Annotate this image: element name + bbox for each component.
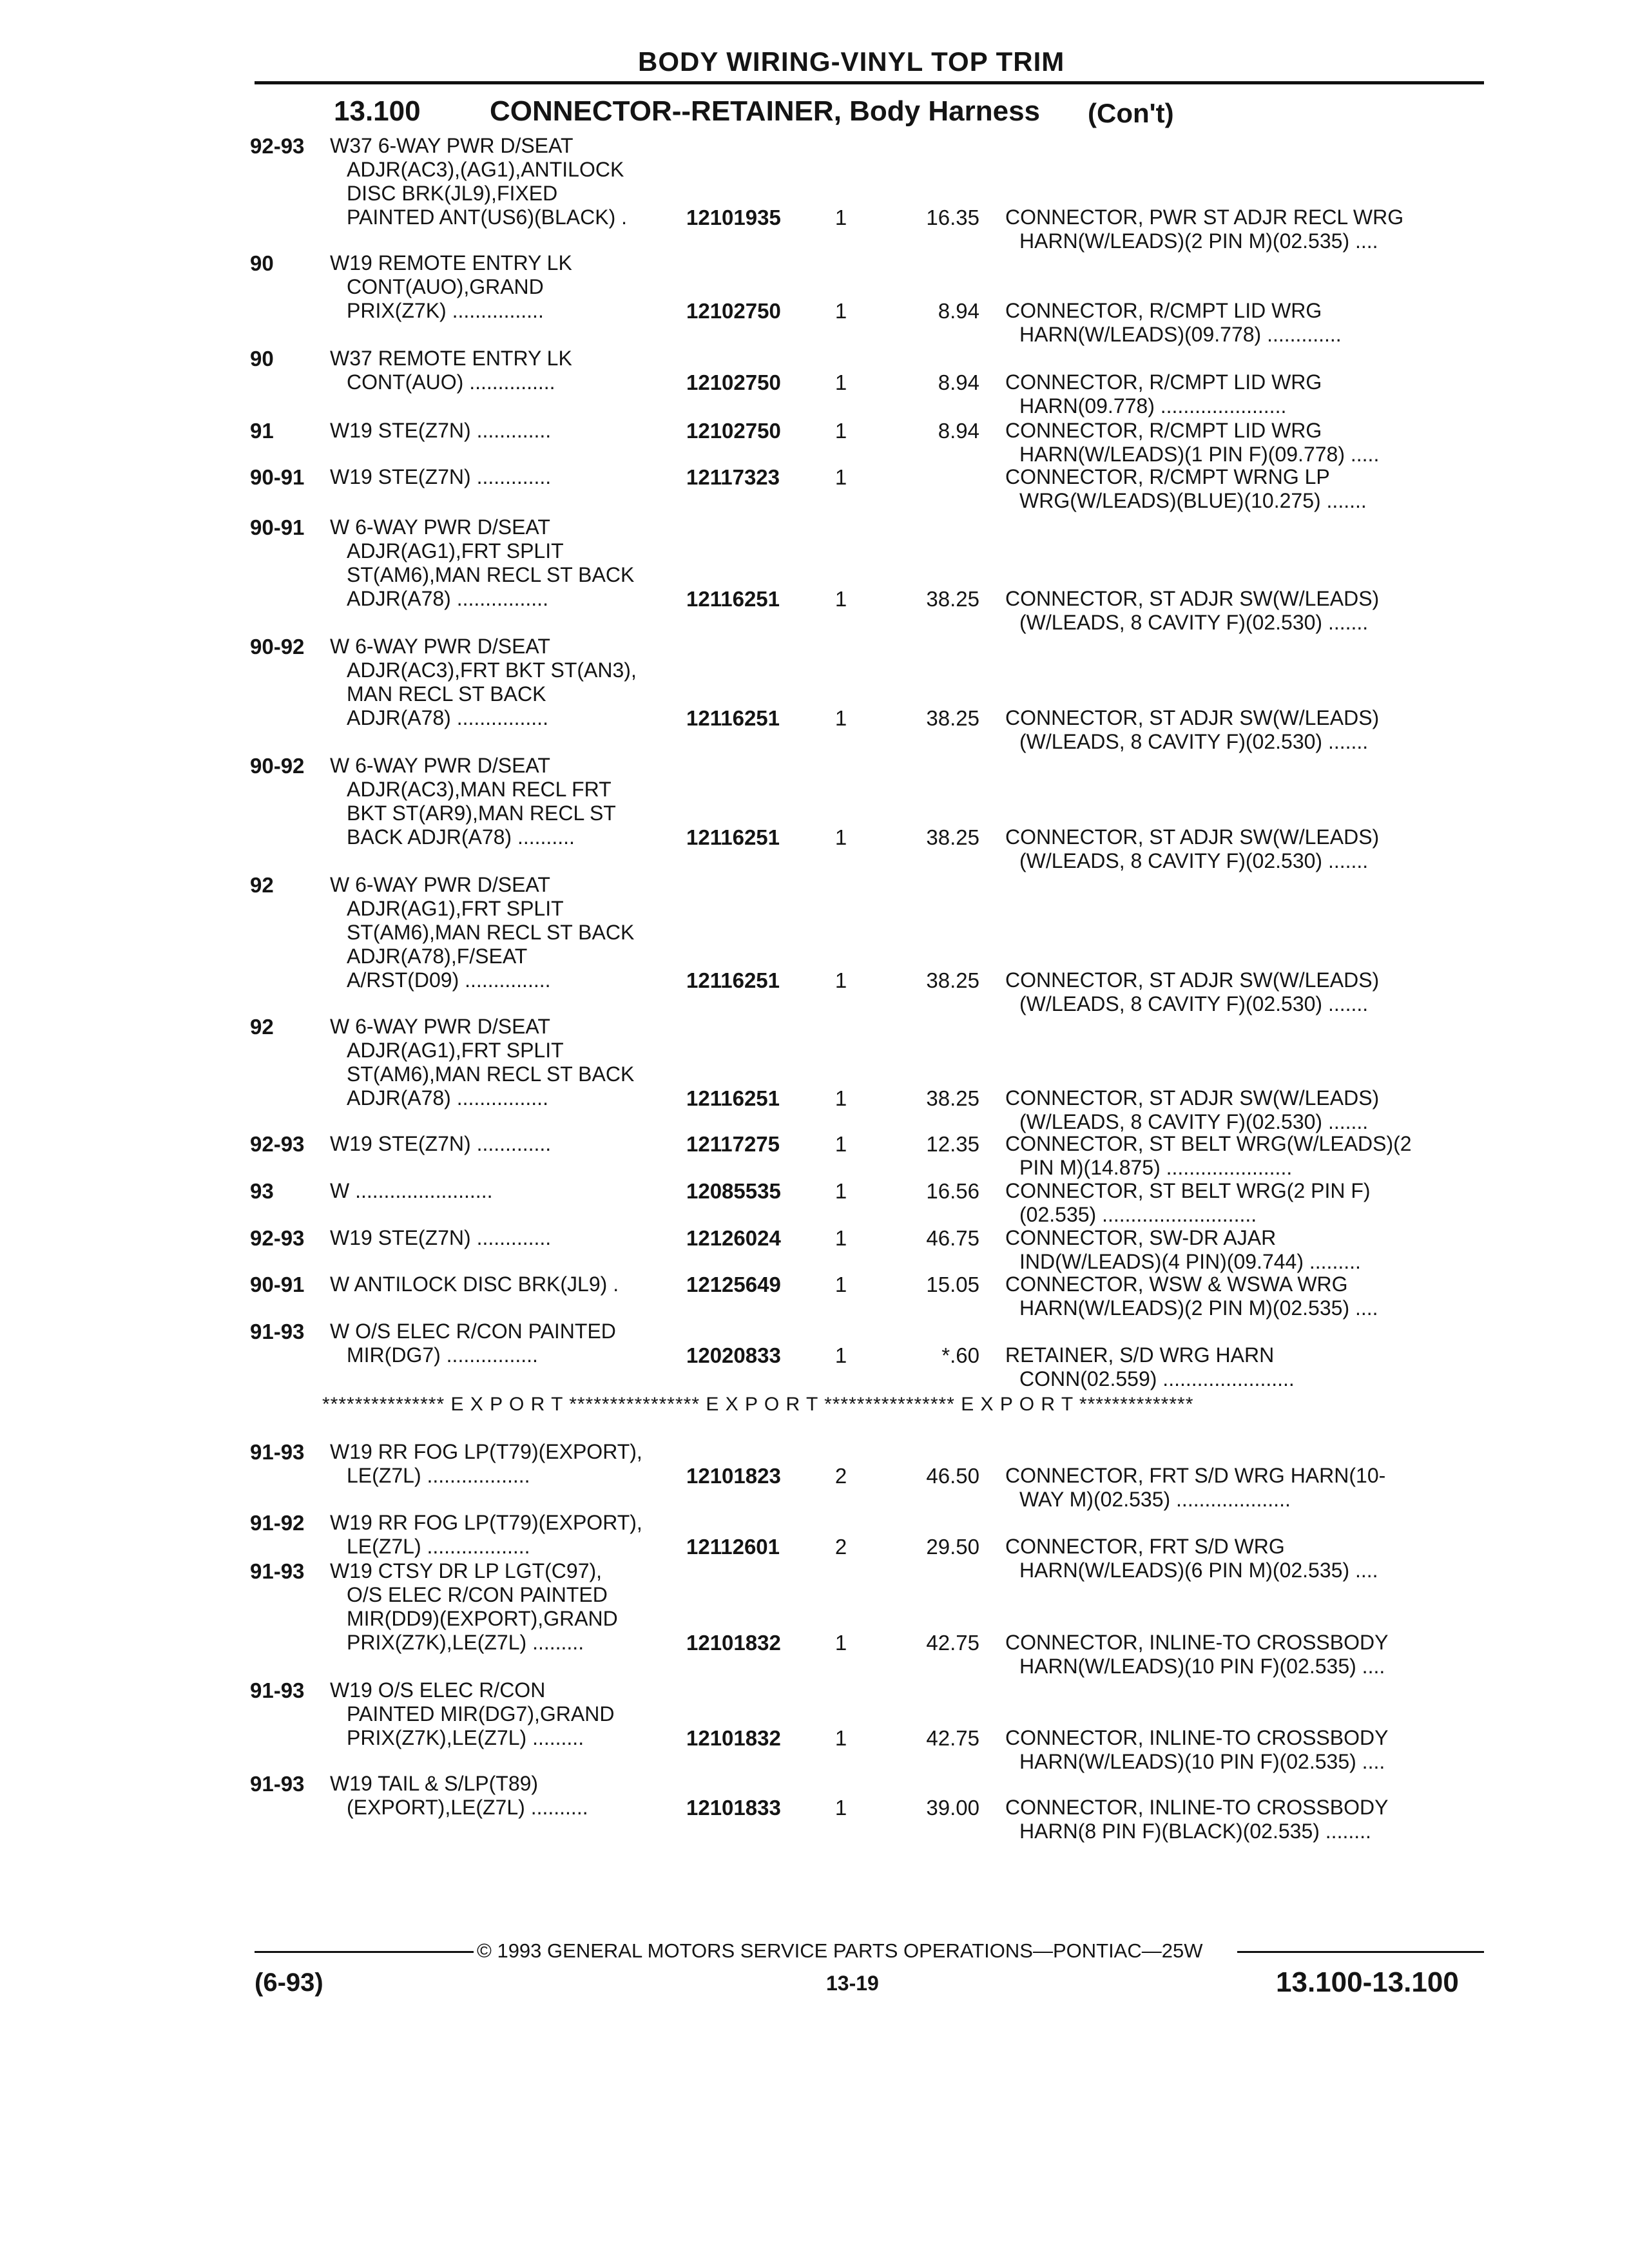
entry-years: 91-93 — [250, 1772, 305, 1796]
quantity: 1 — [834, 1343, 847, 1367]
part-name-line: CONNECTOR, FRT S/D WRG HARN(10- — [1005, 1464, 1386, 1487]
entry-years: 90 — [250, 347, 274, 370]
footer-rule-left — [255, 1951, 474, 1953]
entry-years: 91 — [250, 419, 274, 443]
description-line: W19 CTSY DR LP LGT(C97), — [330, 1559, 602, 1582]
description-line: ADJR(AG1),FRT SPLIT — [347, 539, 564, 562]
part-name-line: CONNECTOR, ST BELT WRG(W/LEADS)(2 — [1005, 1132, 1412, 1155]
part-name — [1005, 968, 1482, 1016]
header-divider — [255, 81, 1484, 84]
footer-date: (6-93) — [255, 1968, 323, 1997]
part-name — [1005, 1796, 1482, 1843]
description-line: (EXPORT),LE(Z7L) .......... — [347, 1796, 588, 1819]
description-line: MIR(DD9)(EXPORT),GRAND — [347, 1607, 618, 1630]
part-number: 12116251 — [686, 968, 780, 992]
description-line: ADJR(A78) ................ — [347, 706, 548, 729]
part-name-line: (W/LEADS, 8 CAVITY F)(02.530) ....... — [1019, 730, 1369, 753]
entry-years: 91-93 — [250, 1678, 305, 1702]
entry-years: 92-93 — [250, 1226, 305, 1250]
entry-description — [330, 1678, 678, 1750]
part-number: 12116251 — [686, 1086, 780, 1110]
quantity: 2 — [834, 1464, 847, 1488]
part-name-line: HARN(W/LEADS)(2 PIN M)(02.535) .... — [1019, 1296, 1378, 1320]
section-number: 13.100 — [334, 95, 421, 127]
page-header-title: BODY WIRING-VINYL TOP TRIM — [638, 46, 1065, 77]
part-name-line: CONNECTOR, ST ADJR SW(W/LEADS) — [1005, 968, 1380, 992]
part-name — [1005, 206, 1482, 253]
entry-years: 91-92 — [250, 1511, 305, 1535]
entry-years: 91-93 — [250, 1440, 305, 1464]
entry-description — [330, 465, 678, 489]
part-name-line: CONNECTOR, R/CMPT LID WRG — [1005, 419, 1322, 442]
part-name-line: WRG(W/LEADS)(BLUE)(10.275) ....... — [1019, 489, 1367, 512]
part-name — [1005, 1631, 1482, 1678]
part-number: 12116251 — [686, 587, 780, 611]
description-line: ADJR(AC3),MAN RECL FRT — [347, 778, 612, 801]
part-name-line: CONNECTOR, R/CMPT WRNG LP — [1005, 465, 1330, 488]
part-name-line: CONNECTOR, FRT S/D WRG — [1005, 1535, 1285, 1558]
description-line: BACK ADJR(A78) .......... — [347, 825, 575, 849]
description-line: W37 REMOTE ENTRY LK — [330, 347, 572, 370]
part-name — [1005, 465, 1482, 513]
part-name — [1005, 1343, 1482, 1391]
quantity: 1 — [834, 206, 847, 229]
part-number: 12102750 — [686, 299, 781, 323]
price: 16.56 — [926, 1179, 979, 1203]
price: 8.94 — [938, 299, 979, 323]
entry-years: 90-92 — [250, 635, 305, 658]
part-name-line: CONNECTOR, ST BELT WRG(2 PIN F) — [1005, 1179, 1371, 1202]
quantity: 1 — [834, 1796, 847, 1820]
entry-years: 92-93 — [250, 134, 305, 158]
part-name-line: HARN(8 PIN F)(BLACK)(02.535) ........ — [1019, 1820, 1371, 1843]
description-line: W O/S ELEC R/CON PAINTED — [330, 1320, 616, 1343]
footer-page-number: 13-19 — [826, 1972, 879, 1995]
price: 12.35 — [926, 1132, 979, 1156]
description-line: ST(AM6),MAN RECL ST BACK — [347, 921, 635, 944]
price: 46.75 — [926, 1226, 979, 1250]
part-name-line: CONNECTOR, INLINE-TO CROSSBODY — [1005, 1631, 1389, 1654]
description-line: PAINTED ANT(US6)(BLACK) . — [347, 206, 628, 229]
quantity: 1 — [834, 465, 847, 489]
price: 39.00 — [926, 1796, 979, 1820]
part-name — [1005, 1132, 1482, 1180]
entry-years: 90-91 — [250, 465, 305, 489]
part-name-line: (W/LEADS, 8 CAVITY F)(02.530) ....... — [1019, 611, 1369, 634]
part-number: 12102750 — [686, 370, 781, 394]
price: 38.25 — [926, 706, 979, 730]
entry-description — [330, 134, 678, 229]
part-name-line: CONNECTOR, PWR ST ADJR RECL WRG — [1005, 206, 1404, 229]
footer-rule-right — [1237, 1951, 1484, 1953]
footer-copyright: © 1993 GENERAL MOTORS SERVICE PARTS OPERATIONS—PONTIAC—25W — [477, 1939, 1203, 1962]
entry-description — [330, 419, 678, 443]
description-line: CONT(AUO),GRAND — [347, 275, 544, 298]
quantity: 1 — [834, 419, 847, 443]
description-line: ADJR(AG1),FRT SPLIT — [347, 897, 564, 920]
part-number: 12116251 — [686, 825, 780, 849]
description-line: ADJR(A78),F/SEAT — [347, 945, 528, 968]
description-line: W19 STE(Z7N) ............. — [330, 419, 552, 442]
quantity: 1 — [834, 1273, 847, 1296]
entry-description — [330, 1226, 678, 1250]
part-name — [1005, 299, 1482, 347]
entry-description — [330, 1559, 678, 1655]
entry-years: 90-92 — [250, 754, 305, 778]
part-name — [1005, 1226, 1482, 1274]
description-line: ADJR(A78) ................ — [347, 1086, 548, 1110]
part-name-line: PIN M)(14.875) ...................... — [1019, 1156, 1293, 1179]
description-line: PRIX(Z7K),LE(Z7L) ......... — [347, 1726, 584, 1749]
part-number: 12102750 — [686, 419, 781, 443]
description-line: W 6-WAY PWR D/SEAT — [330, 754, 550, 777]
part-name-line: HARN(W/LEADS)(6 PIN M)(02.535) .... — [1019, 1559, 1378, 1582]
section-title: CONNECTOR--RETAINER, Body Harness — [490, 95, 1041, 127]
entry-description — [330, 1132, 678, 1156]
part-name-line: (W/LEADS, 8 CAVITY F)(02.530) ....... — [1019, 849, 1369, 872]
part-number: 12125649 — [686, 1273, 781, 1296]
part-name-line: HARN(W/LEADS)(1 PIN F)(09.778) ..... — [1019, 443, 1380, 466]
description-line: W19 TAIL & S/LP(T89) — [330, 1772, 539, 1795]
part-number: 12112601 — [686, 1535, 780, 1559]
quantity: 1 — [834, 587, 847, 611]
part-name — [1005, 370, 1482, 418]
part-number: 12101832 — [686, 1726, 781, 1750]
description-line: ADJR(A78) ................ — [347, 587, 548, 610]
quantity: 2 — [834, 1535, 847, 1559]
part-name-line: HARN(W/LEADS)(10 PIN F)(02.535) .... — [1019, 1655, 1385, 1678]
description-line: LE(Z7L) .................. — [347, 1535, 530, 1558]
part-name-line: IND(W/LEADS)(4 PIN)(09.744) ......... — [1019, 1250, 1361, 1273]
price: 38.25 — [926, 968, 979, 992]
entry-description — [330, 873, 678, 992]
part-name — [1005, 1535, 1482, 1582]
part-number: 12117323 — [686, 465, 780, 489]
entry-description — [330, 347, 678, 394]
entry-description — [330, 1015, 678, 1110]
description-line: W37 6-WAY PWR D/SEAT — [330, 134, 574, 157]
price: 29.50 — [926, 1535, 979, 1559]
part-name-line: CONNECTOR, SW-DR AJAR — [1005, 1226, 1277, 1249]
price: 38.25 — [926, 1086, 979, 1110]
entry-description — [330, 1179, 678, 1203]
part-number: 12101832 — [686, 1631, 781, 1655]
entry-description — [330, 635, 678, 730]
part-name-line: CONNECTOR, WSW & WSWA WRG — [1005, 1273, 1348, 1296]
part-name-line: WAY M)(02.535) .................... — [1019, 1488, 1291, 1511]
entry-years: 92-93 — [250, 1132, 305, 1156]
part-number: 12085535 — [686, 1179, 781, 1203]
part-number: 12101823 — [686, 1464, 781, 1488]
part-name — [1005, 587, 1482, 635]
part-name-line: (W/LEADS, 8 CAVITY F)(02.530) ....... — [1019, 1110, 1369, 1133]
entry-years: 92 — [250, 873, 274, 897]
part-name-line: HARN(W/LEADS)(2 PIN M)(02.535) .... — [1019, 229, 1378, 253]
part-number: 12126024 — [686, 1226, 781, 1250]
part-name-line: CONNECTOR, R/CMPT LID WRG — [1005, 299, 1322, 322]
quantity: 1 — [834, 1179, 847, 1203]
entry-years: 93 — [250, 1179, 274, 1203]
entry-description — [330, 1511, 678, 1559]
part-name-line: CONN(02.559) ....................... — [1019, 1367, 1295, 1390]
description-line: W19 STE(Z7N) ............. — [330, 465, 552, 488]
quantity: 1 — [834, 1226, 847, 1250]
entry-years: 91-93 — [250, 1559, 305, 1583]
quantity: 1 — [834, 968, 847, 992]
entry-description — [330, 1440, 678, 1488]
description-line: MAN RECL ST BACK — [347, 682, 546, 706]
description-line: W19 RR FOG LP(T79)(EXPORT), — [330, 1511, 642, 1534]
description-line: W 6-WAY PWR D/SEAT — [330, 635, 550, 658]
part-name-line: CONNECTOR, ST ADJR SW(W/LEADS) — [1005, 1086, 1380, 1110]
part-number: 12101833 — [686, 1796, 781, 1820]
price: 38.25 — [926, 587, 979, 611]
entry-description — [330, 754, 678, 849]
entry-years: 91-93 — [250, 1320, 305, 1343]
part-name-line: HARN(09.778) ...................... — [1019, 394, 1287, 418]
price: *.60 — [941, 1343, 979, 1367]
part-name-line: CONNECTOR, ST ADJR SW(W/LEADS) — [1005, 587, 1380, 610]
part-name — [1005, 1726, 1482, 1774]
part-name-line: CONNECTOR, ST ADJR SW(W/LEADS) — [1005, 825, 1380, 849]
quantity: 1 — [834, 706, 847, 730]
description-line: ST(AM6),MAN RECL ST BACK — [347, 563, 635, 586]
part-name — [1005, 1179, 1482, 1227]
description-line: MIR(DG7) ................ — [347, 1343, 538, 1367]
section-continued-label: (Con't) — [1088, 98, 1174, 128]
quantity: 1 — [834, 1132, 847, 1156]
price: 15.05 — [926, 1273, 979, 1296]
description-line: PRIX(Z7K) ................ — [347, 299, 544, 322]
description-line: W19 REMOTE ENTRY LK — [330, 251, 572, 274]
description-line: W 6-WAY PWR D/SEAT — [330, 1015, 550, 1038]
description-line: CONT(AUO) ............... — [347, 370, 555, 394]
description-line: W 6-WAY PWR D/SEAT — [330, 873, 550, 896]
part-name-line: HARN(W/LEADS)(09.778) ............. — [1019, 323, 1342, 346]
description-line: PRIX(Z7K),LE(Z7L) ......... — [347, 1631, 584, 1654]
part-name-line: (02.535) ........................... — [1019, 1203, 1257, 1226]
entry-description — [330, 1320, 678, 1367]
entry-description — [330, 1772, 678, 1820]
description-line: ADJR(AC3),(AG1),ANTILOCK — [347, 158, 624, 181]
entry-description — [330, 515, 678, 611]
price: 8.94 — [938, 370, 979, 394]
part-number: 12101935 — [686, 206, 781, 229]
price: 38.25 — [926, 825, 979, 849]
part-name — [1005, 1086, 1482, 1134]
part-name-line: CONNECTOR, ST ADJR SW(W/LEADS) — [1005, 706, 1380, 729]
quantity: 1 — [834, 370, 847, 394]
part-name-line: CONNECTOR, R/CMPT LID WRG — [1005, 370, 1322, 394]
part-name-line: RETAINER, S/D WRG HARN — [1005, 1343, 1275, 1367]
entry-description — [330, 1273, 678, 1296]
quantity: 1 — [834, 1726, 847, 1750]
quantity: 1 — [834, 1631, 847, 1655]
description-line: W19 RR FOG LP(T79)(EXPORT), — [330, 1440, 642, 1463]
part-number: 12117275 — [686, 1132, 780, 1156]
description-line: W19 STE(Z7N) ............. — [330, 1226, 552, 1249]
description-line: ST(AM6),MAN RECL ST BACK — [347, 1062, 635, 1086]
description-line: W ........................ — [330, 1179, 493, 1202]
footer-section-range: 13.100-13.100 — [1276, 1966, 1459, 1998]
price: 46.50 — [926, 1464, 979, 1488]
description-line: DISC BRK(JL9),FIXED — [347, 182, 558, 205]
part-name — [1005, 1273, 1482, 1320]
description-line: PAINTED MIR(DG7),GRAND — [347, 1702, 615, 1725]
part-name — [1005, 825, 1482, 873]
part-name — [1005, 419, 1482, 466]
description-line: W19 STE(Z7N) ............. — [330, 1132, 552, 1155]
description-line: LE(Z7L) .................. — [347, 1464, 530, 1487]
part-name-line: (W/LEADS, 8 CAVITY F)(02.530) ....... — [1019, 992, 1369, 1015]
description-line: ADJR(AC3),FRT BKT ST(AN3), — [347, 658, 637, 682]
part-name-line: HARN(W/LEADS)(10 PIN F)(02.535) .... — [1019, 1750, 1385, 1773]
description-line: W19 O/S ELEC R/CON — [330, 1678, 546, 1702]
entry-years: 90 — [250, 251, 274, 275]
part-name-line: CONNECTOR, INLINE-TO CROSSBODY — [1005, 1796, 1389, 1819]
price: 42.75 — [926, 1631, 979, 1655]
price: 16.35 — [926, 206, 979, 229]
quantity: 1 — [834, 1086, 847, 1110]
description-line: W 6-WAY PWR D/SEAT — [330, 515, 550, 539]
part-number: 12116251 — [686, 706, 780, 730]
entry-years: 90-91 — [250, 515, 305, 539]
part-name — [1005, 1464, 1482, 1512]
description-line: O/S ELEC R/CON PAINTED — [347, 1583, 608, 1606]
description-line: A/RST(D09) ............... — [347, 968, 551, 992]
description-line: ADJR(AG1),FRT SPLIT — [347, 1039, 564, 1062]
part-name — [1005, 706, 1482, 754]
description-line: W ANTILOCK DISC BRK(JL9) . — [330, 1273, 619, 1296]
export-banner: *************** E X P O R T **************** E X P O R T **************** E X P O R T ************** — [322, 1394, 1194, 1415]
entry-years: 92 — [250, 1015, 274, 1039]
entry-years: 90-91 — [250, 1273, 305, 1296]
quantity: 1 — [834, 299, 847, 323]
price: 42.75 — [926, 1726, 979, 1750]
description-line: BKT ST(AR9),MAN RECL ST — [347, 802, 616, 825]
price: 8.94 — [938, 419, 979, 443]
part-name-line: CONNECTOR, INLINE-TO CROSSBODY — [1005, 1726, 1389, 1749]
entry-description — [330, 251, 678, 323]
quantity: 1 — [834, 825, 847, 849]
part-number: 12020833 — [686, 1343, 781, 1367]
